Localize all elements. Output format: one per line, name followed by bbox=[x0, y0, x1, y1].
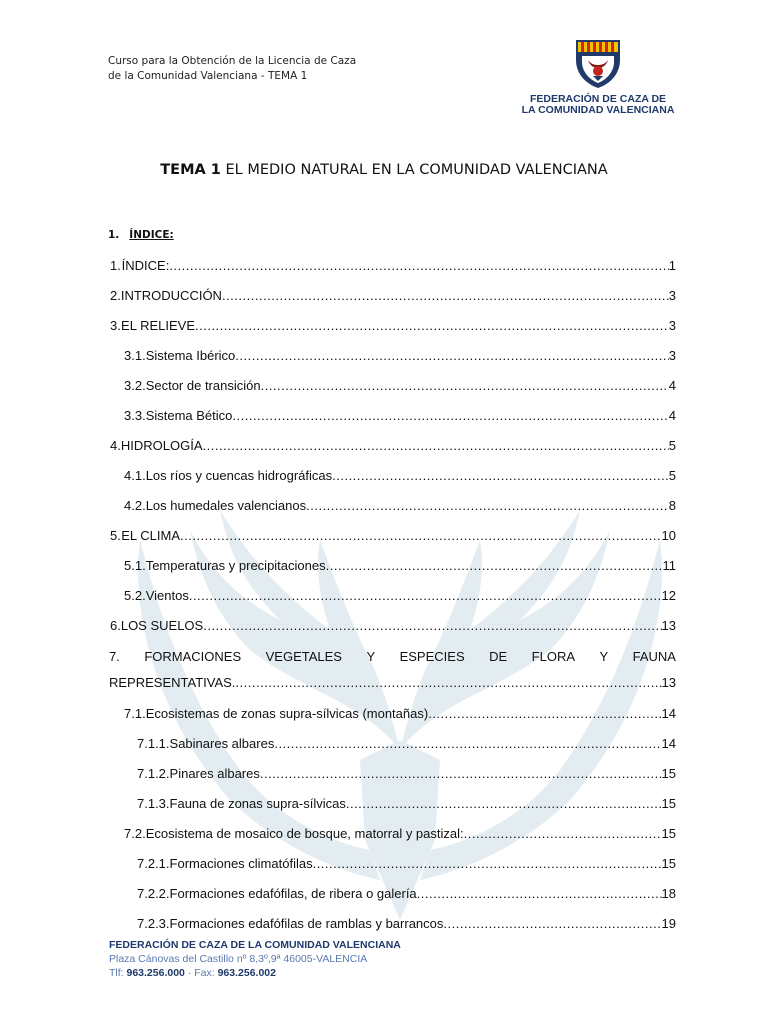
toc-entry[interactable]: 6. LOS SUELOS ..... 13 bbox=[110, 615, 676, 633]
footer-contact: Tlf: 963.256.000 · Fax: 963.256.002 bbox=[109, 967, 276, 979]
document-header bbox=[108, 54, 356, 84]
toc-entry[interactable]: 7.1. Ecosistemas de zonas supra-sílvicas (montañas) ..... 14 bbox=[124, 703, 676, 721]
toc-entry-7-line-1[interactable]: 7. FORMACIONES VEGETALES Y ESPECIES DE FLORA Y FAUNA bbox=[109, 649, 676, 664]
toc-entry[interactable]: 7.2.1. Formaciones climatófilas ..... 15 bbox=[137, 853, 676, 871]
page-title: TEMA 1 EL MEDIO NATURAL EN LA COMUNIDAD VALENCIANA bbox=[160, 162, 608, 178]
toc-entry[interactable]: 5.1. Temperaturas y precipitaciones ..... 11 bbox=[124, 555, 676, 573]
header-line-1: Curso para la Obtención de la Licencia de Caza bbox=[108, 55, 357, 67]
toc-entry[interactable]: 1. ÍNDICE: ..... 1 bbox=[110, 255, 676, 273]
toc-entry[interactable]: 3. EL RELIEVE ..... 3 bbox=[110, 315, 676, 333]
footer-org: FEDERACIÓN DE CAZA DE LA COMUNIDAD VALENCIANA bbox=[109, 939, 401, 951]
toc-entry[interactable]: 5. EL CLIMA ..... 10 bbox=[110, 525, 676, 543]
toc-entry-7-line-2[interactable]: REPRESENTATIVAS. ..... 13 bbox=[109, 672, 676, 690]
toc-entry[interactable]: 4.1. Los ríos y cuencas hidrográficas ..... 5 bbox=[124, 465, 676, 483]
toc-entry[interactable]: 7.1.2. Pinares albares ..... 15 bbox=[137, 763, 676, 781]
toc-entry[interactable]: 4.2. Los humedales valencianos ..... 8 bbox=[124, 495, 676, 513]
footer-address: Plaza Cánovas del Castillo nº 8,3º,9ª 46005-VALENCIA bbox=[109, 953, 368, 965]
toc-entry[interactable]: 7.2.2. Formaciones edafófilas, de ribera o galería ..... 18 bbox=[137, 883, 676, 901]
page-footer bbox=[109, 938, 401, 980]
federation-shield-logo-icon bbox=[572, 38, 624, 90]
toc-entry[interactable]: 3.3. Sistema Bético ..... 4 bbox=[124, 405, 676, 423]
header-line-2: de la Comunidad Valenciana - TEMA 1 bbox=[108, 70, 308, 82]
toc-entry[interactable]: 7.1.3. Fauna de zonas supra-sílvicas ..... 15 bbox=[137, 793, 676, 811]
toc-entry[interactable]: 2. INTRODUCCIÓN ..... 3 bbox=[110, 285, 676, 303]
toc-entry[interactable]: 7.1.1. Sabinares albares ..... 14 bbox=[137, 733, 676, 751]
toc-entry[interactable]: 7.2.3. Formaciones edafófilas de ramblas y barrancos ..... 19 bbox=[137, 913, 676, 931]
index-heading: 1. ÍNDICE: bbox=[108, 229, 174, 241]
toc-entry[interactable]: 3.1. Sistema Ibérico ..... 3 bbox=[124, 345, 676, 363]
toc-entry[interactable]: 5.2. Vientos ..... 12 bbox=[124, 585, 676, 603]
federation-name: FEDERACIÓN DE CAZA DE LA COMUNIDAD VALENCIANA bbox=[521, 93, 675, 116]
toc-entry[interactable]: 7.2. Ecosistema de mosaico de bosque, matorral y pastizal: ..... 15 bbox=[124, 823, 676, 841]
toc-entry[interactable]: 3.2. Sector de transición ..... 4 bbox=[124, 375, 676, 393]
toc-entry[interactable]: 4. HIDROLOGÍA ..... 5 bbox=[110, 435, 676, 453]
